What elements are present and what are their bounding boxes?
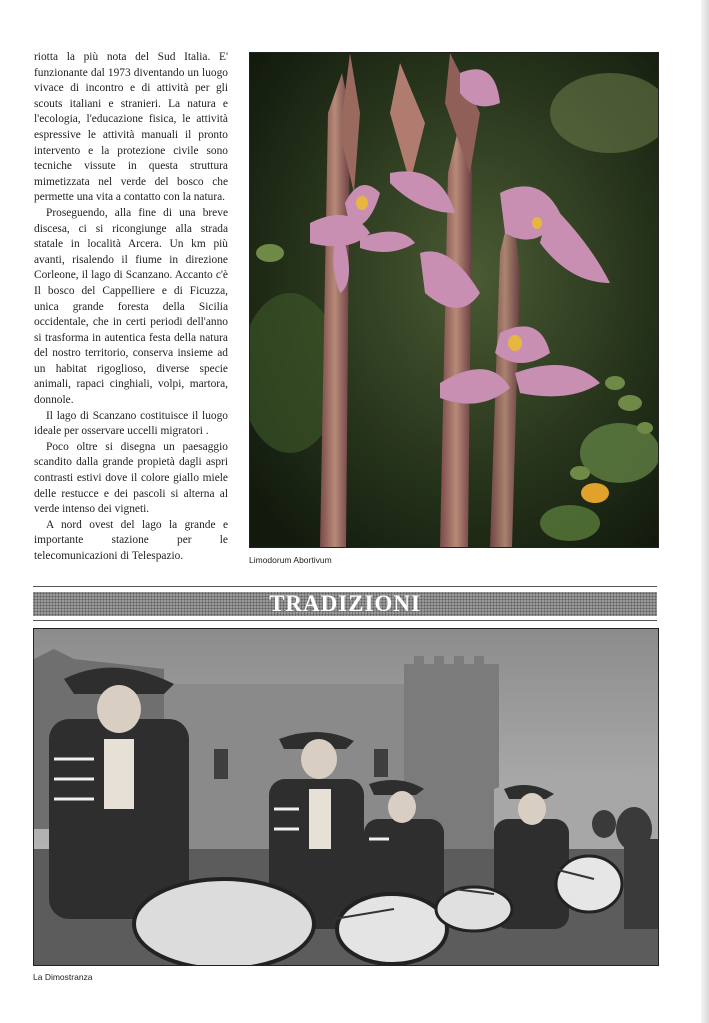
article-text-column [34,50,228,565]
orchid-photo [249,52,659,548]
section-title: TRADIZIONI [269,591,421,616]
article-paragraph: A nord ovest del lago la grande e importante stazione per le telecomunicazioni di Telespazio. [34,518,228,562]
section-banner [33,592,657,616]
drummers-photo [33,628,659,966]
page-edge [701,0,709,1023]
section-rule-top [33,586,657,587]
drummers-illustration [34,629,658,965]
orchid-caption: Limodorum Abortivum [249,555,332,565]
article-paragraph: Poco oltre si disegna un paesaggio scandito dalla grande propietà dagli aspri contrasti estivi dove il colore giallo miele delle restucce e dei pascoli si alterna al verde intenso dei vigneti. [34,440,228,516]
drummers-caption: La Dimostranza [33,972,93,982]
section-rule-bottom [33,620,657,621]
article-paragraph: Proseguendo, alla fine di una breve discesa, ci si ricongiunge alla strada statale in località Arcera. Un km più avanti, risalendo il fiume in direzione Corleone, il lago di Scanzano. Accanto c'è Il bosco del Cappelliere e di Ficuzza, unica grande foresta della Sicilia occidentale, che in certi periodi dell'anno si trasforma in autentica festa della natura del nostro territorio, conserva insieme ad un habitat rigoglioso, diverse specie animali, rapaci cinghiali, volpi, martora, donnole. [34,206,228,407]
article-paragraph: riotta la più nota del Sud Italia. E' funzionante dal 1973 diventando un luogo vivace di incontro e di attività per gli scouts italiani e stranieri. La natura e l'ecologia, l'educazione fisica, le attività espressive le attività manuali il pronto intervento e la protezione civile sono tecniche vissute in questa struttura mimetizzata nel verde del bosco che permette una vita a contatto con la natura. [34,51,228,204]
orchid-illustration [250,53,658,547]
article-paragraph: Il lago di Scanzano costituisce il luogo ideale per osservare uccelli migratori . [34,409,228,438]
